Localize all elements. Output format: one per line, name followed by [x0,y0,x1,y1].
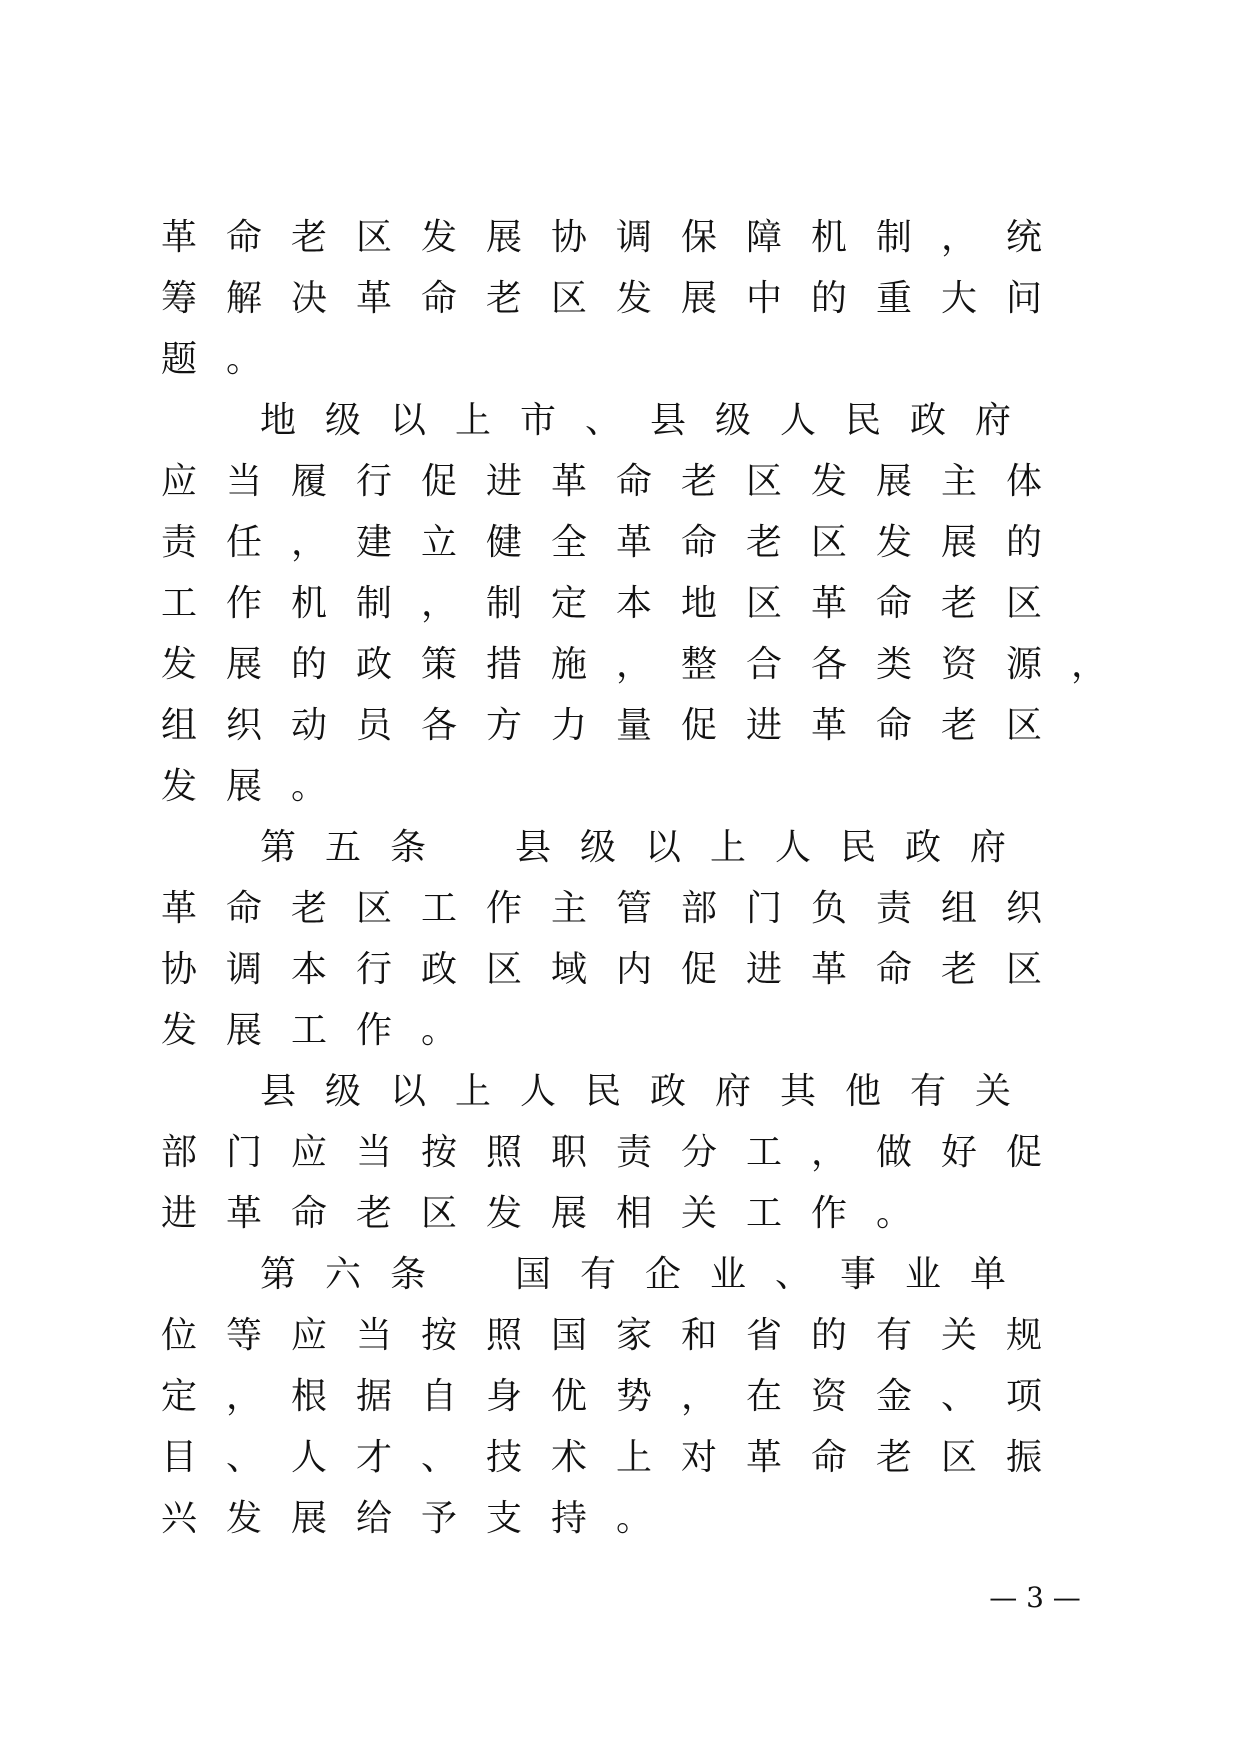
body-line: 应当履行促进革命老区发展主体 [161,461,1072,502]
body-line: 责任，建立健全革命老区发展的 [161,522,1072,563]
body-line: 发展的政策措施，整合各类资源， [161,644,1137,685]
article-5-text: 县级以上人民政府 [515,827,1036,868]
body-line: 题。 [161,339,292,380]
body-line: 发展工作。 [161,1010,487,1051]
body-line: 部门应当按照职责分工，做好促 [161,1132,1072,1173]
body-line: 筹解决革命老区发展中的重大问 [161,278,1072,319]
body-line: 工作机制，制定本地区革命老区 [161,583,1072,624]
article-6-label: 第六条 [260,1254,456,1295]
article-5-first-line [260,823,1035,873]
paragraph-start-line: 地级以上市、县级人民政府 [260,400,1041,441]
article-6-first-line [260,1250,1035,1300]
body-line: 革命老区工作主管部门负责组织 [161,888,1072,929]
body-line: 进革命老区发展相关工作。 [161,1193,942,1234]
body-line: 革命老区发展协调保障机制，统 [161,217,1072,258]
body-line: 定，根据自身优势，在资金、项 [161,1376,1072,1417]
article-6-text: 国有企业、事业单 [515,1254,1036,1295]
body-line: 发展。 [161,766,357,807]
body-line: 兴发展给予支持。 [161,1498,682,1539]
body-line: 目、人才、技术上对革命老区振 [161,1437,1072,1478]
body-line: 组织动员各方力量促进革命老区 [161,705,1072,746]
page-number: — 3 — [989,1581,1081,1614]
paragraph-start-line: 县级以上人民政府其他有关 [260,1071,1041,1112]
article-5-label: 第五条 [260,827,456,868]
body-line: 协调本行政区域内促进革命老区 [161,949,1072,990]
body-line: 位等应当按照国家和省的有关规 [161,1315,1072,1356]
